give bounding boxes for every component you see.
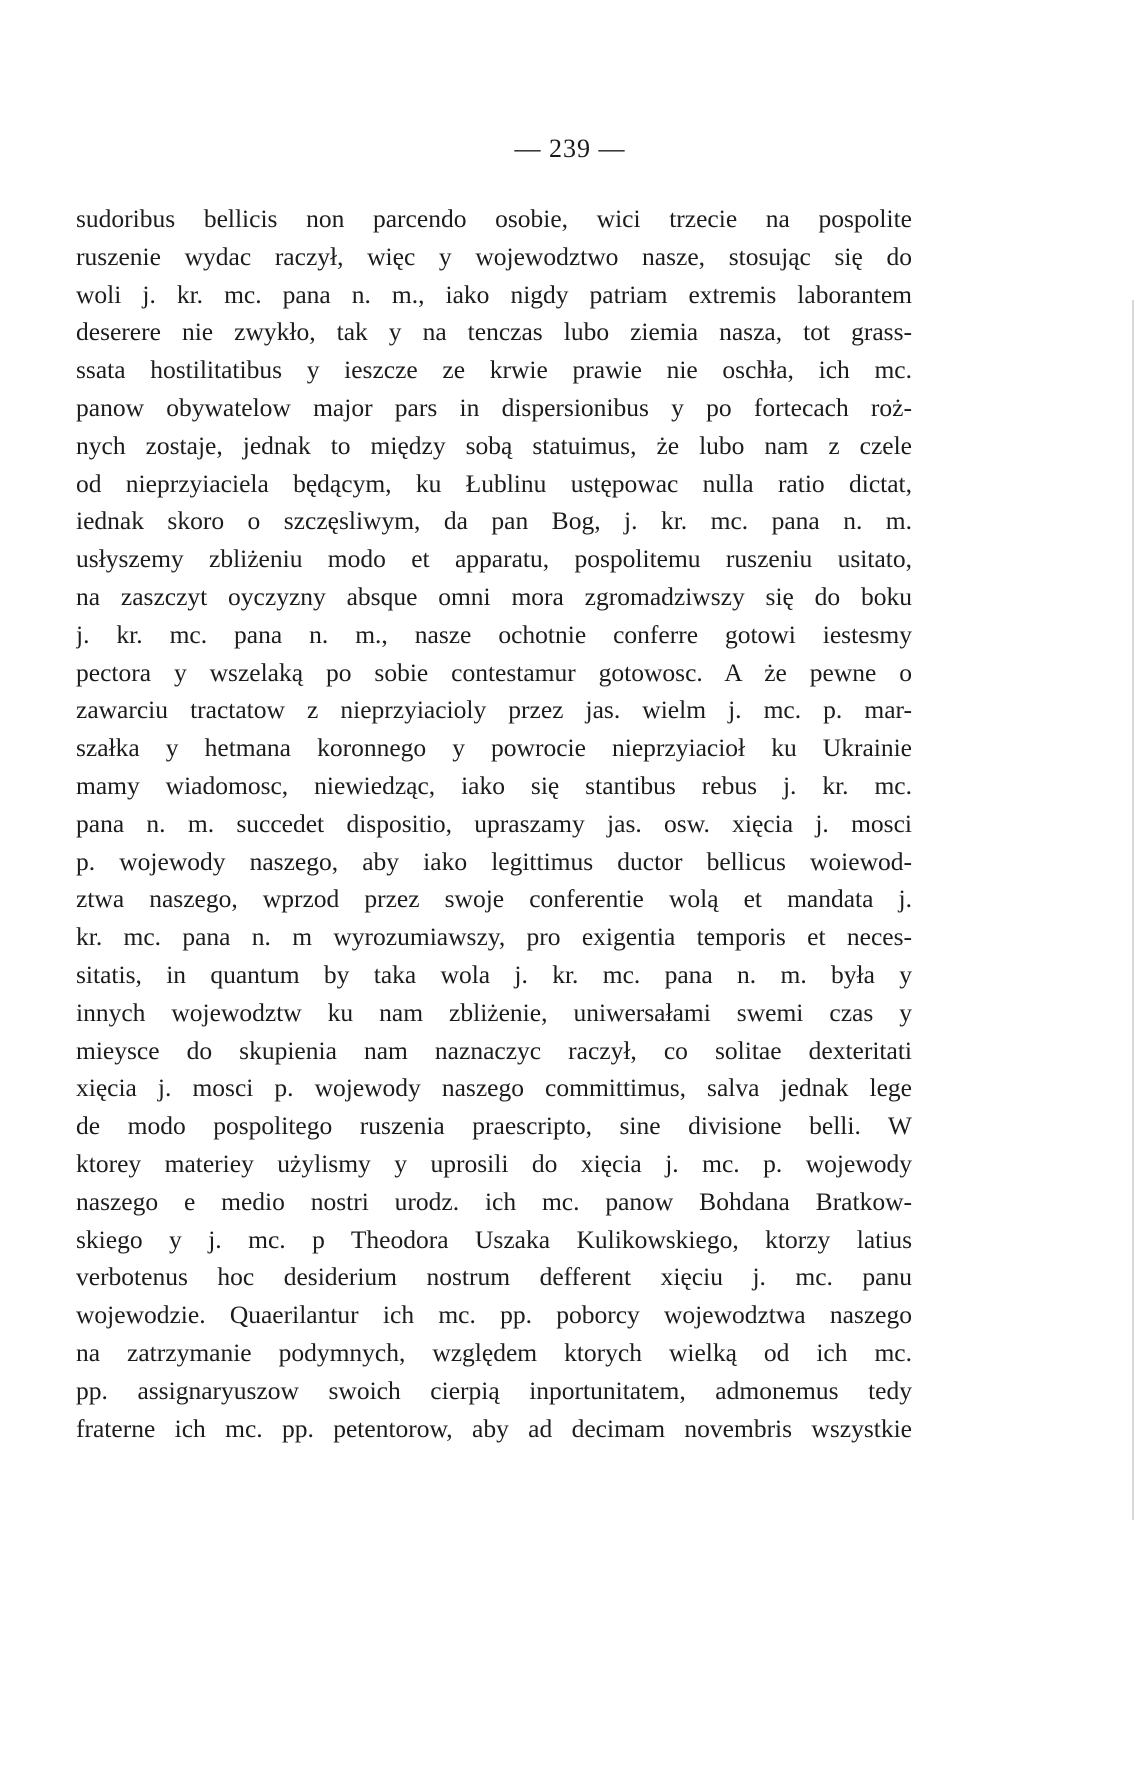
page-edge-shadow — [1132, 300, 1134, 1520]
text-line: od nieprzyiaciela będącym, ku Łublinu ustępowac nulla ratio dictat, — [76, 468, 912, 498]
text-line: wojewodzie. Quaerilantur ich mc. pp. poborcy wojewodztwa naszego — [76, 1300, 912, 1330]
text-line: skiego y j. mc. p Theodora Uszaka Kulikowskiego, ktorzy latius — [76, 1224, 912, 1254]
text-line: usłyszemy zbliżeniu modo et apparatu, pospolitemu ruszeniu usitato, — [76, 544, 912, 574]
text-line: pp. assignaryuszow swoich cierpią inportunitatem, admonemus tedy — [76, 1375, 912, 1405]
text-line: na zaszczyt oyczyzny absque omni mora zgromadziwszy się do boku — [76, 581, 912, 611]
text-line: zawarciu tractatow z nieprzyiacioly przez jas. wielm j. mc. p. mar- — [76, 695, 912, 725]
text-line: ruszenie wydac raczył, więc y wojewodztwo nasze, stosując się do — [76, 241, 912, 271]
text-line: szałka y hetmana koronnego y powrocie nieprzyiacioł ku Ukrainie — [76, 733, 912, 763]
body-text — [76, 200, 912, 1447]
text-line: deserere nie zwykło, tak y na tenczas lubo ziemia nasza, tot grass- — [76, 317, 912, 347]
text-line: de modo pospolitego ruszenia praescripto, sine divisione belli. W — [76, 1111, 912, 1141]
text-line: ssata hostilitatibus y ieszcze ze krwie prawie nie oschła, ich mc. — [76, 355, 912, 385]
text-line: mamy wiadomosc, niewiedząc, iako się stantibus rebus j. kr. mc. — [76, 770, 912, 800]
page-number: — 239 — — [514, 134, 626, 163]
text-line: ztwa naszego, wprzod przez swoje conferentie wolą et mandata j. — [76, 884, 912, 914]
text-line: pectora y wszelaką po sobie contestamur gotowosc. A że pewne o — [76, 657, 912, 687]
text-line: sitatis, in quantum by taka wola j. kr. mc. pana n. m. była y — [76, 959, 912, 989]
text-line: nych zostaje, jednak to między sobą statuimus, że lubo nam z czele — [76, 430, 912, 460]
text-line: p. wojewody naszego, aby iako legittimus ductor bellicus woiewod- — [76, 846, 912, 876]
text-line: pana n. m. succedet dispositio, upraszamy jas. osw. xięcia j. mosci — [76, 808, 912, 838]
text-line: xięcia j. mosci p. wojewody naszego committimus, salva jednak lege — [76, 1073, 912, 1103]
text-line: mieysce do skupienia nam naznaczyc raczył, co solitae dexteritati — [76, 1035, 912, 1065]
text-line: j. kr. mc. pana n. m., nasze ochotnie conferre gotowi iestesmy — [76, 619, 912, 649]
text-line: ktorey materiey użylismy y uprosili do xięcia j. mc. p. wojewody — [76, 1148, 912, 1178]
text-line: kr. mc. pana n. m wyrozumiawszy, pro exigentia temporis et neces- — [76, 922, 912, 952]
text-line: verbotenus hoc desiderium nostrum defferent xięciu j. mc. panu — [76, 1262, 912, 1292]
text-line: sudoribus bellicis non parcendo osobie, wici trzecie na pospolite — [76, 204, 912, 233]
text-line: fraterne ich mc. pp. petentorow, aby ad decimam novembris wszystkie — [76, 1413, 912, 1443]
text-line: woli j. kr. mc. pana n. m., iako nigdy patriam extremis laborantem — [76, 279, 912, 309]
text-line: iednak skoro o szczęsliwym, da pan Bog, j. kr. mc. pana n. m. — [76, 506, 912, 536]
text-line: naszego e medio nostri urodz. ich mc. panow Bohdana Bratkow- — [76, 1186, 912, 1216]
text-line: na zatrzymanie podymnych, względem ktorych wielką od ich mc. — [76, 1337, 912, 1367]
text-line: innych wojewodztw ku nam zbliżenie, uniwersałami swemi czas y — [76, 997, 912, 1027]
text-line: panow obywatelow major pars in dispersionibus y po fortecach roż- — [76, 392, 912, 422]
